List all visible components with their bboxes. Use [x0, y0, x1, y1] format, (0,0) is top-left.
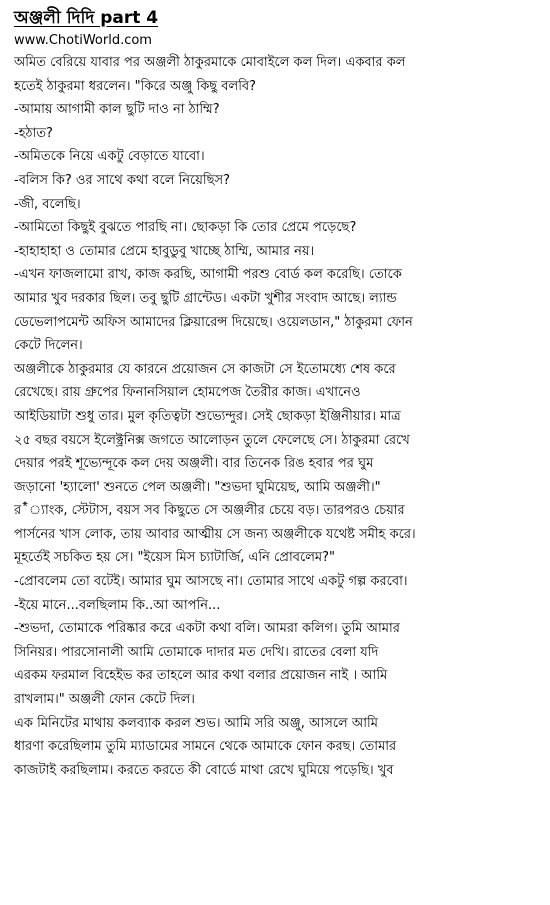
- document-title: অঞ্জলী দিদি part 4: [14, 8, 159, 28]
- text-line: সিনিয়র। পারসোনালী আমি তোমাকে দাদার মত দেখি। রাতের বেলা যদি: [14, 644, 379, 660]
- text-line: -অমিতকে নিয়ে একটু বেড়াতে যাবো।: [14, 149, 205, 165]
- text-line: এক মিনিটের মাথায় কলব্যাক করল শুভ। আমি সরি অঞ্জু, আসলে আমি: [14, 715, 378, 731]
- text-line: রাখলাম।" অঞ্জলী ফোন কেটে দিল।: [14, 692, 195, 708]
- text-line: -শুভদা, তোমাকে পরিষ্কার করে একটা কথা বলি। আমরা কলিগ। তুমি আমার: [14, 621, 400, 637]
- site-url: www.ChotiWorld.com: [14, 33, 152, 48]
- text-line: কেটে দিলেন।: [14, 338, 83, 354]
- text-line: ধারণা করেছিলাম তুমি ম্যাডামের সামনে থেকে আমাকে ফোন করছ। তোমার: [14, 739, 397, 755]
- text-line: -জী, বলেছি।: [14, 196, 81, 212]
- text-line: হতেই ঠাকুরমা ধরলেন। "কিরে অঞ্জু কিছু বলবি?: [14, 78, 257, 94]
- text-line: -আমিতো কিছুই বুঝতে পারছি না। ছোকড়া কি তোর প্রেমে পড়েছে?: [14, 220, 357, 236]
- text-line: আইডিয়াটা শুধু তার। মুল কৃতিত্বটা শুভ্যেন্দুর। সেই ছোকড়া ইঞ্জিনীয়ার। মাত্র: [14, 408, 401, 424]
- text-line: -এখন ফাজলামো রাখ, কাজ করছি, আগামী পরশু বোর্ড কল করেছি। তোকে: [14, 267, 402, 283]
- text-line: -বলিস কি? ওর সাথে কথা বলে নিয়েছিস?: [14, 172, 231, 188]
- text-line: -আমায় আগামী কাল ছুটি দাও না ঠাম্মি?: [14, 102, 220, 118]
- text-line: কাজটাই করছিলাম। করতে করতে কী বোর্ডে মাথা রেখে ঘুমিয়ে পড়েছি। খুব: [14, 762, 394, 778]
- text-line: পার্সনের খাস লোক, তায় আবার আত্মীয় সে জন্য অঞ্জলীকে যথেষ্ট সমীহ করে।: [14, 526, 416, 542]
- text-line: -প্রোবলেম তো বটেই। আমার ঘুম আসছে না। তোমার সাথে একটু গল্প করবো।: [14, 574, 408, 590]
- text-line: জড়ানো 'হ্যালো' শুনতে পেল অঞ্জলী। "শুভদা ঘুমিয়েছ, আমি অঞ্জলী।": [14, 479, 381, 495]
- text-line: -হঠাত?: [14, 125, 53, 141]
- text-line: -হাহাহাহা ও তোমার প্রেমে হাবুডুবু খাচ্ছে ঠাম্মি, আমার নয়।: [14, 243, 315, 259]
- text-line: মূহর্তেই সচকিত হয় সে। "ইয়েস মিস চ্যাটার্জি, এনি প্রোবলেম?": [14, 550, 336, 566]
- text-line: এরকম ফরমাল বিহেইভ কর তাহলে আর কথা বলার প্রয়োজন নাই । আমি: [14, 668, 388, 684]
- text-line: ২৫ বছর বয়সে ইলেক্ট্রনিক্স জগতে আলোড়ন তুলে ফেলেছে সে। ঠাকুরমা রেখে: [14, 432, 410, 448]
- text-line: অমিত বেরিয়ে যাবার পর অঞ্জলী ঠাকুরমাকে মোবাইলে কল দিল। একবার কল: [14, 55, 406, 70]
- text-line: দেয়ার পরই শূভ্যেন্দূকে কল দেয় অঞ্জলী। বার তিনেক রিঙ হবার পর ঘুম: [14, 456, 374, 472]
- text-line: আমার খুব দরকার ছিল। তবু ছুটি গ্রান্টেড। একটা খুশীর সংবাদ আছে। ল্যান্ড: [14, 290, 397, 306]
- story-body: [14, 51, 540, 782]
- text-line: র*্যাংক, স্টেটাস, বয়স সব কিছুতে সে অঞ্জলীর চেয়ে বড়। তারপরও চেয়ার: [14, 503, 405, 519]
- text-line: ডেভেলাপমেন্ট অফিস আমাদের ক্লিয়ারেন্স দিয়েছে। ওয়েলডান," ঠাকুরমা ফোন: [14, 314, 413, 330]
- text-line: রেখেছে। রায় গ্রুপের ফিনানসিয়াল হোমপেজ তৈরীর কাজ। এখানেও: [14, 385, 361, 401]
- text-line: অঞ্জলীকে ঠাকুরমার যে কারনে প্রয়োজন সে কাজটা সে ইতোমধ্যে শেষ করে: [14, 361, 396, 377]
- text-line: -ইয়ে মানে...বলছিলাম কি..আ আপনি...: [14, 597, 221, 613]
